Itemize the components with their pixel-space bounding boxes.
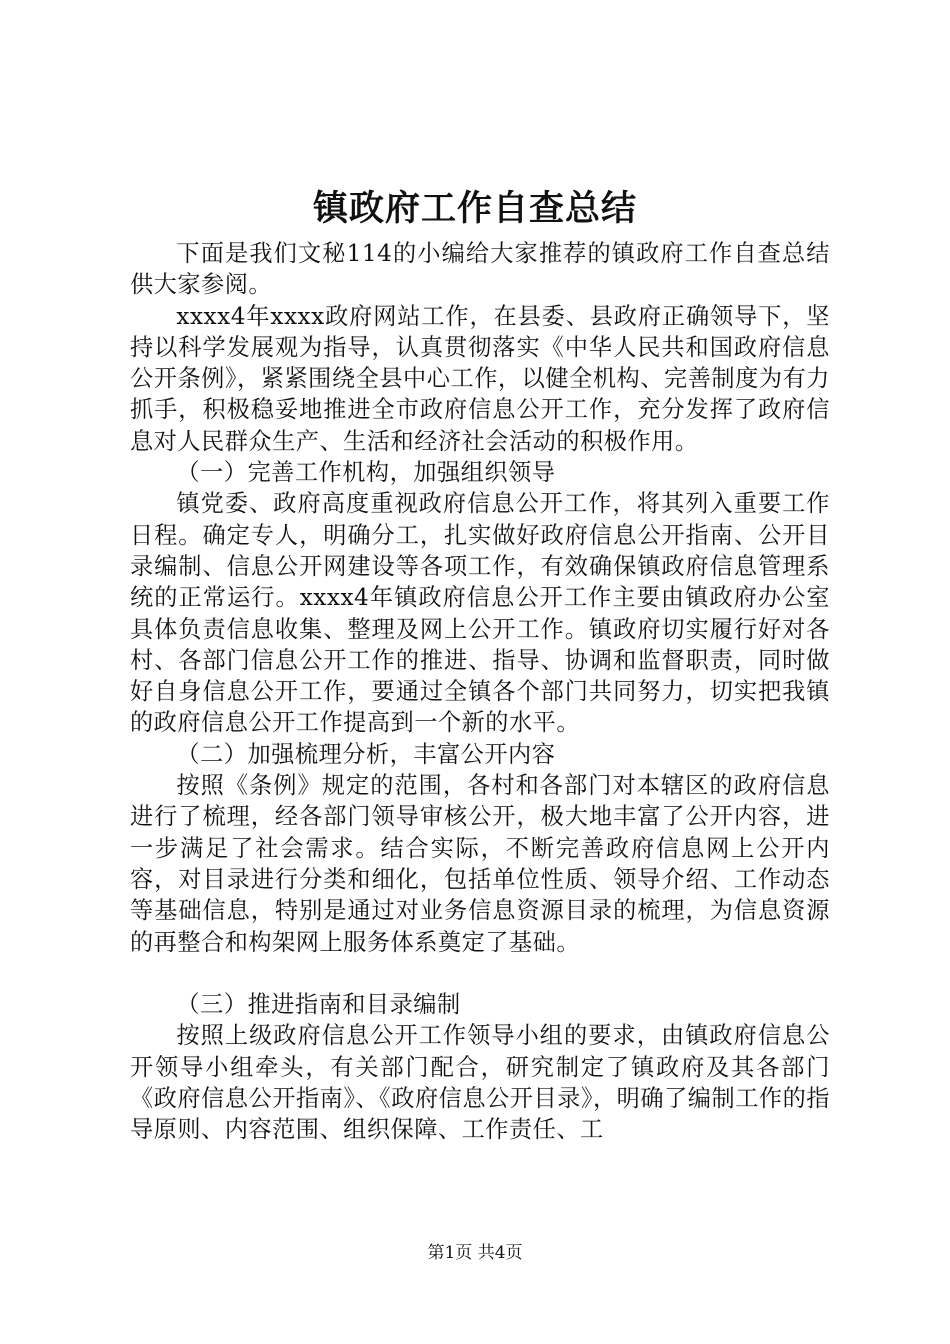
paragraph-section-2: 按照《条例》规定的范围，各村和各部门对本辖区的政府信息进行了梳理，经各部门领导审核公开，极大地丰富了公开内容，进一步满足了社会需求。结合实际，不断完善政府信息网上公开内容，对目录进行分类和细化，包括单位性质、领导介绍、工作动态等基础信息，特别是通过对业务信息资源目录的梳理，为信息资源的再整合和构架网上服务体系奠定了基础。: [130, 772, 830, 956]
document-body: [130, 238, 830, 1146]
paragraph-spacer: [130, 958, 830, 989]
paragraph-overview: xxxx4年xxxx政府网站工作，在县委、县政府正确领导下，坚持以科学发展观为指导，认真贯彻落实《中华人民共和国政府信息公开条例》，紧紧围绕全县中心工作，以健全机构、完善制度为有力抓手，积极稳妥地推进全市政府信息公开工作，充分发挥了政府信息对人民群众生产、生活和经济社会活动的积极作用。: [130, 302, 830, 455]
page-footer: 第1页 共4页: [427, 1243, 523, 1263]
section-heading-1: （一）完善工作机构，加强组织领导: [176, 459, 556, 487]
section-heading-2: （二）加强梳理分析，丰富公开内容: [176, 740, 556, 768]
paragraph-section-1: 镇党委、政府高度重视政府信息公开工作，将其列入重要工作日程。确定专人，明确分工，扎实做好政府信息公开指南、公开目录编制、信息公开网建设等各项工作，有效确保镇政府信息管理系统的正常运行。xxxx4年镇政府信息公开工作主要由镇政府办公室具体负责信息收集、整理及网上公开工作。镇政府切实履行好对各村、各部门信息公开工作的推进、指导、协调和监督职责，同时做好自身信息公开工作，要通过全镇各个部门共同努力，切实把我镇的政府信息公开工作提高到一个新的水平。: [130, 490, 830, 737]
paragraph-section-3: 按照上级政府信息公开工作领导小组的要求，由镇政府信息公开领导小组牵头，有关部门配合，研究制定了镇政府及其各部门《政府信息公开指南》、《政府信息公开目录》，明确了编制工作的指导原则、内容范围、组织保障、工作责任、工: [130, 1022, 830, 1144]
paragraph-intro: 下面是我们文秘114的小编给大家推荐的镇政府工作自查总结供大家参阅。: [130, 240, 830, 299]
section-heading-3: （三）推进指南和目录编制: [176, 991, 461, 1019]
document-title: 镇政府工作自查总结: [312, 188, 637, 229]
